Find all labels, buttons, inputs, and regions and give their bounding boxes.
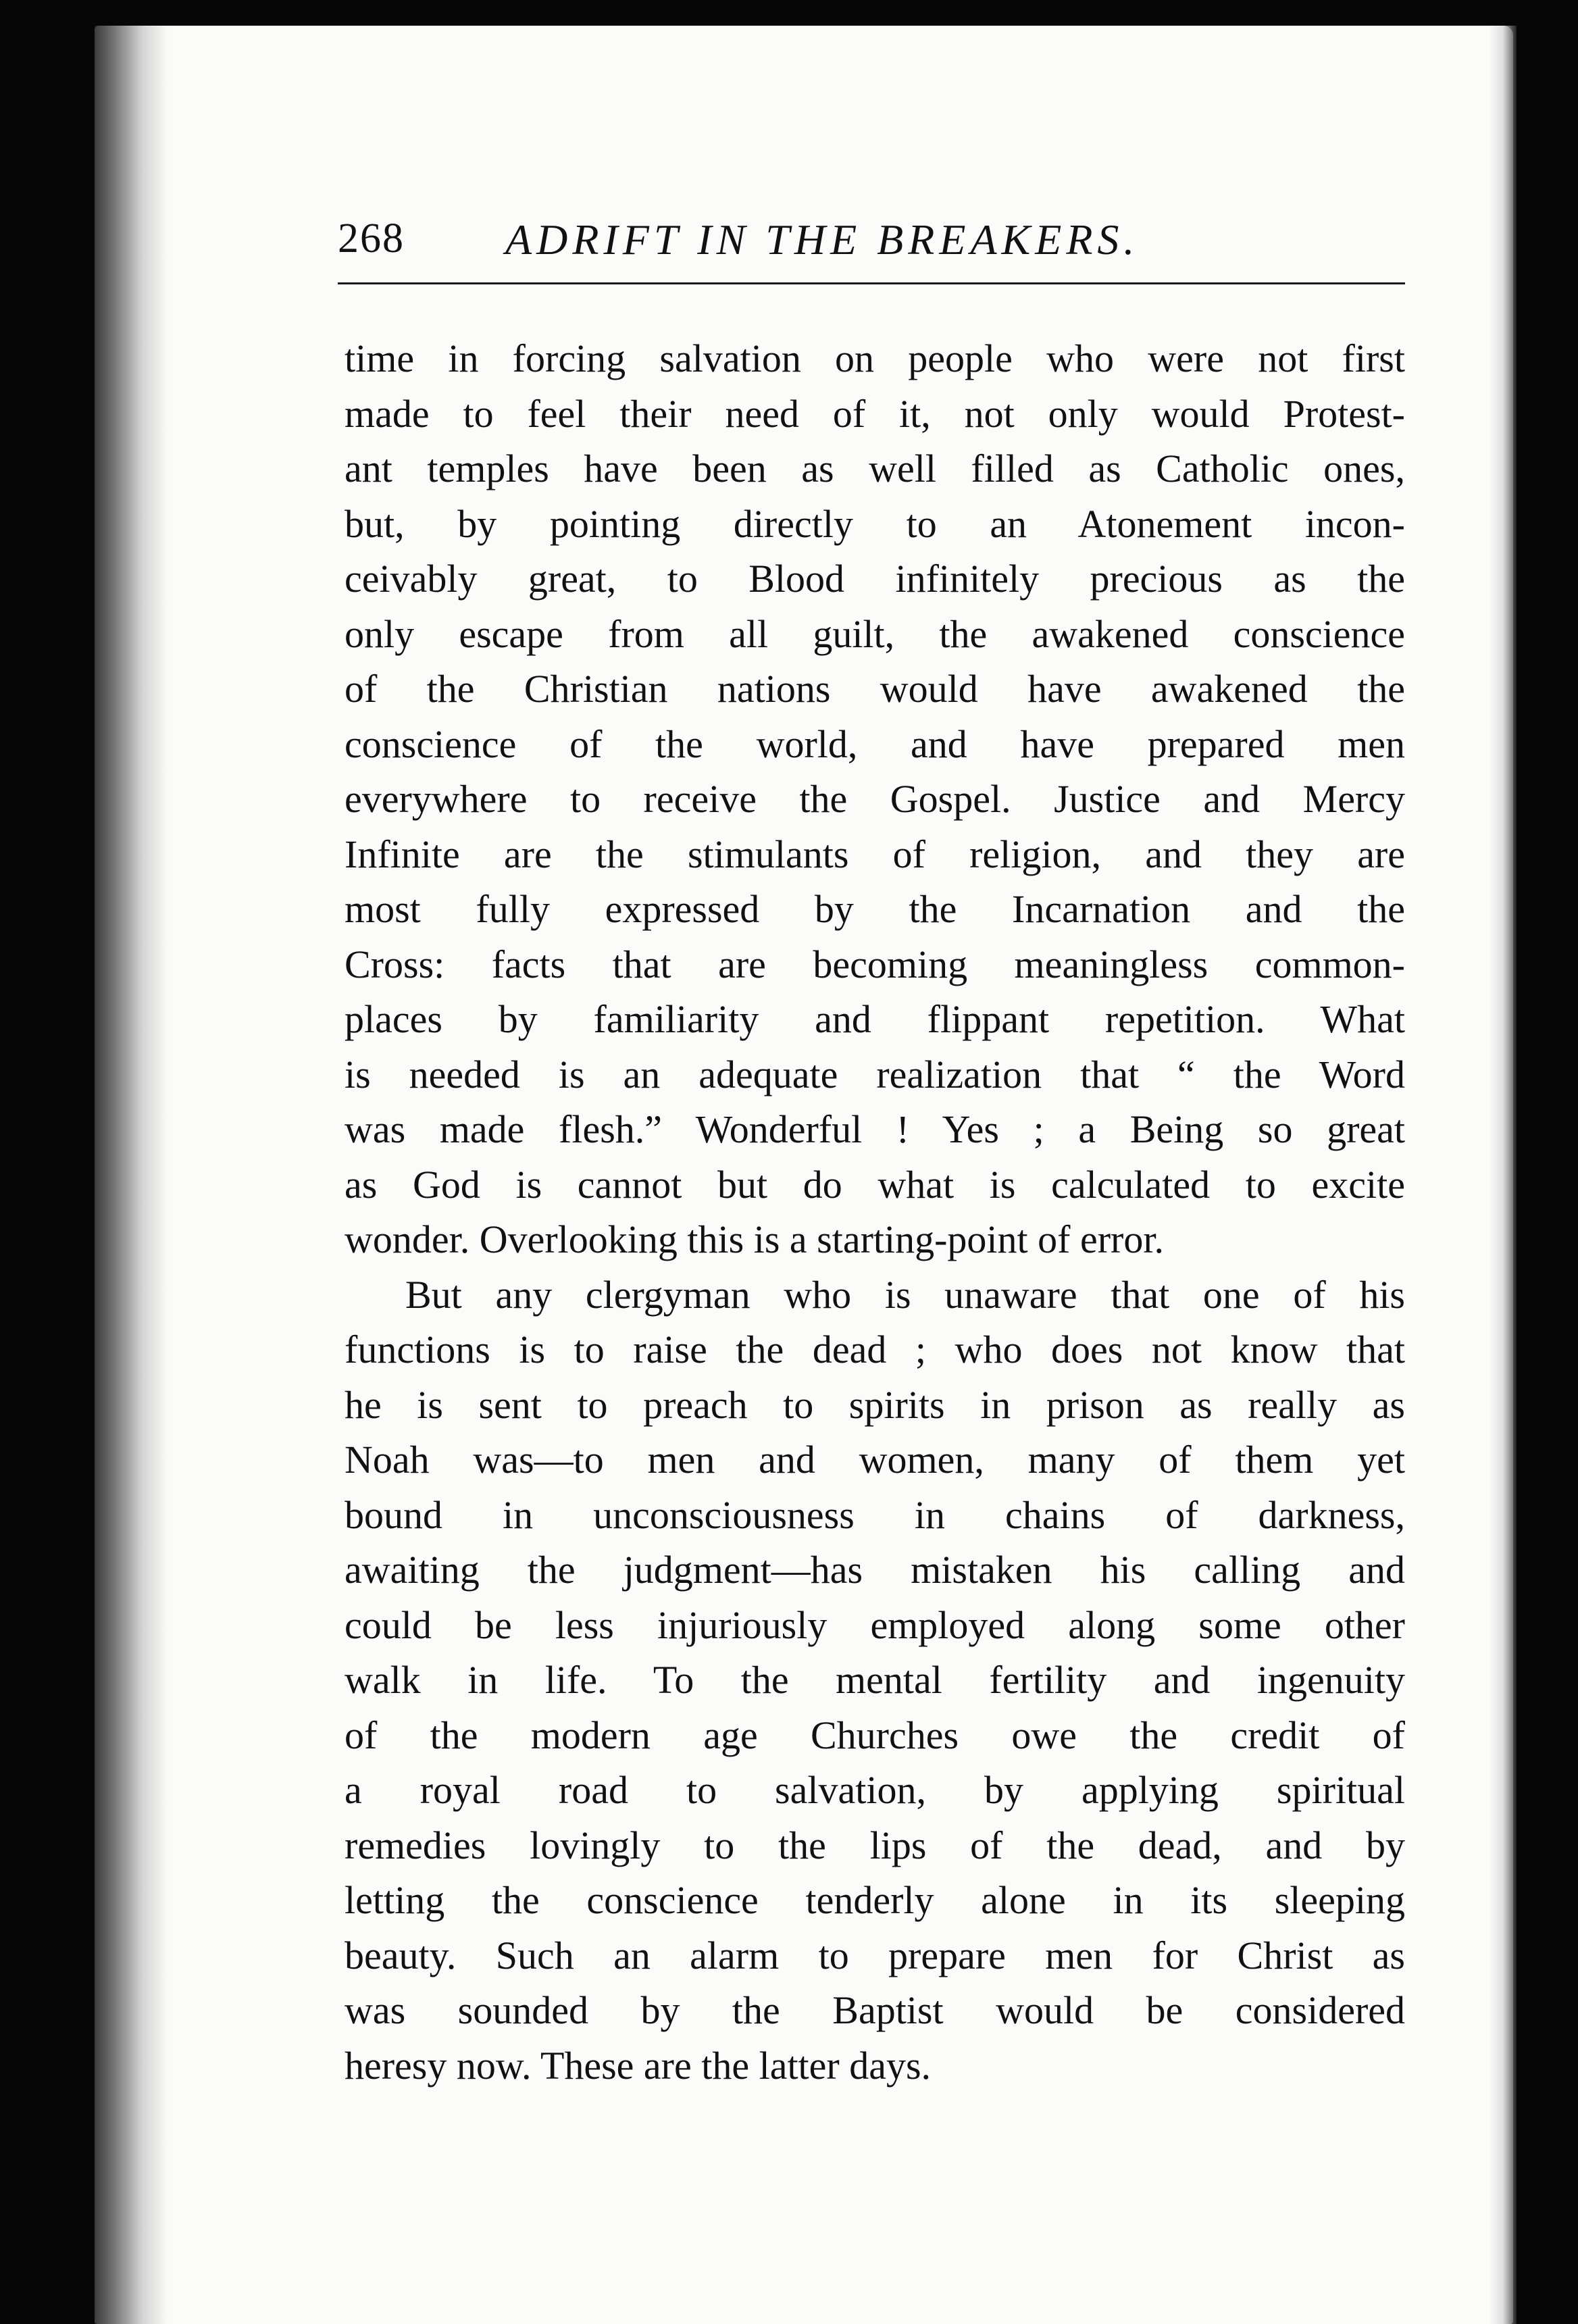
text-line: wonder. Overlooking this is a starting-point of error.: [345, 1217, 1164, 1261]
page-binding-shadow: [95, 26, 169, 2324]
text-line: as God is cannot but do what is calculated to excite: [345, 1162, 1405, 1207]
text-line: awaiting the judgment—has mistaken his calling and: [345, 1548, 1405, 1592]
text-line: ant temples have been as well filled as Catholic ones,: [345, 447, 1405, 490]
text-line: bound in unconsciousness in chains of darkness,: [345, 1492, 1405, 1537]
body-text: [345, 331, 1405, 2093]
text-line: letting the conscience tenderly alone in its sleeping: [345, 1878, 1405, 1922]
text-line: a royal road to salvation, by applying spiritual: [345, 1768, 1405, 1812]
text-line: made to feel their need of it, not only would Protest-: [345, 391, 1405, 436]
text-line: but, by pointing directly to an Atonement incon-: [345, 501, 1405, 546]
text-line: only escape from all guilt, the awakened conscience: [345, 611, 1405, 656]
running-title: ADRIFT IN THE BREAKERS.: [505, 216, 1140, 263]
text-line: most fully expressed by the Incarnation and the: [345, 887, 1405, 931]
text-line: everywhere to receive the Gospel. Justice and Mercy: [345, 777, 1405, 821]
text-line: Infinite are the stimulants of religion, and they are: [345, 832, 1405, 876]
text-line: was sounded by the Baptist would be considered: [345, 1988, 1405, 2032]
text-line: But any clergyman who is unaware that one of his: [405, 1272, 1405, 1317]
text-line: Noah was—to men and women, many of them yet: [345, 1438, 1405, 1482]
text-line: walk in life. To the mental fertility and ingenuity: [345, 1658, 1405, 1702]
text-line: remedies lovingly to the lips of the dead, and by: [345, 1823, 1405, 1867]
text-line: time in forcing salvation on people who were not first: [345, 336, 1405, 380]
page-edge-shadow: [1490, 26, 1517, 2324]
text-line: could be less injuriously employed along some other: [345, 1602, 1405, 1647]
text-line: beauty. Such an alarm to prepare men for Christ as: [345, 1933, 1405, 1977]
text-line: conscience of the world, and have prepared men: [345, 722, 1405, 766]
text-line: Cross: facts that are becoming meaningless common-: [345, 942, 1405, 986]
text-line: heresy now. These are the latter days.: [345, 2043, 932, 2088]
header-rule: [338, 282, 1405, 284]
text-line: he is sent to preach to spirits in prison as really as: [345, 1382, 1405, 1427]
text-line: was made flesh.” Wonderful ! Yes ; a Being so great: [345, 1107, 1405, 1151]
page-number: 268: [338, 216, 405, 261]
text-line: places by familiarity and flippant repetition. What: [345, 997, 1405, 1041]
text-line: functions is to raise the dead ; who does not know that: [345, 1328, 1405, 1371]
text-line: of the Christian nations would have awakened the: [345, 667, 1405, 711]
page-header: [338, 215, 1405, 276]
text-line: ceivably great, to Blood infinitely precious as the: [345, 557, 1405, 601]
text-line: of the modern age Churches owe the credit of: [345, 1713, 1405, 1757]
text-line: is needed is an adequate realization that “ the Word: [345, 1052, 1405, 1096]
